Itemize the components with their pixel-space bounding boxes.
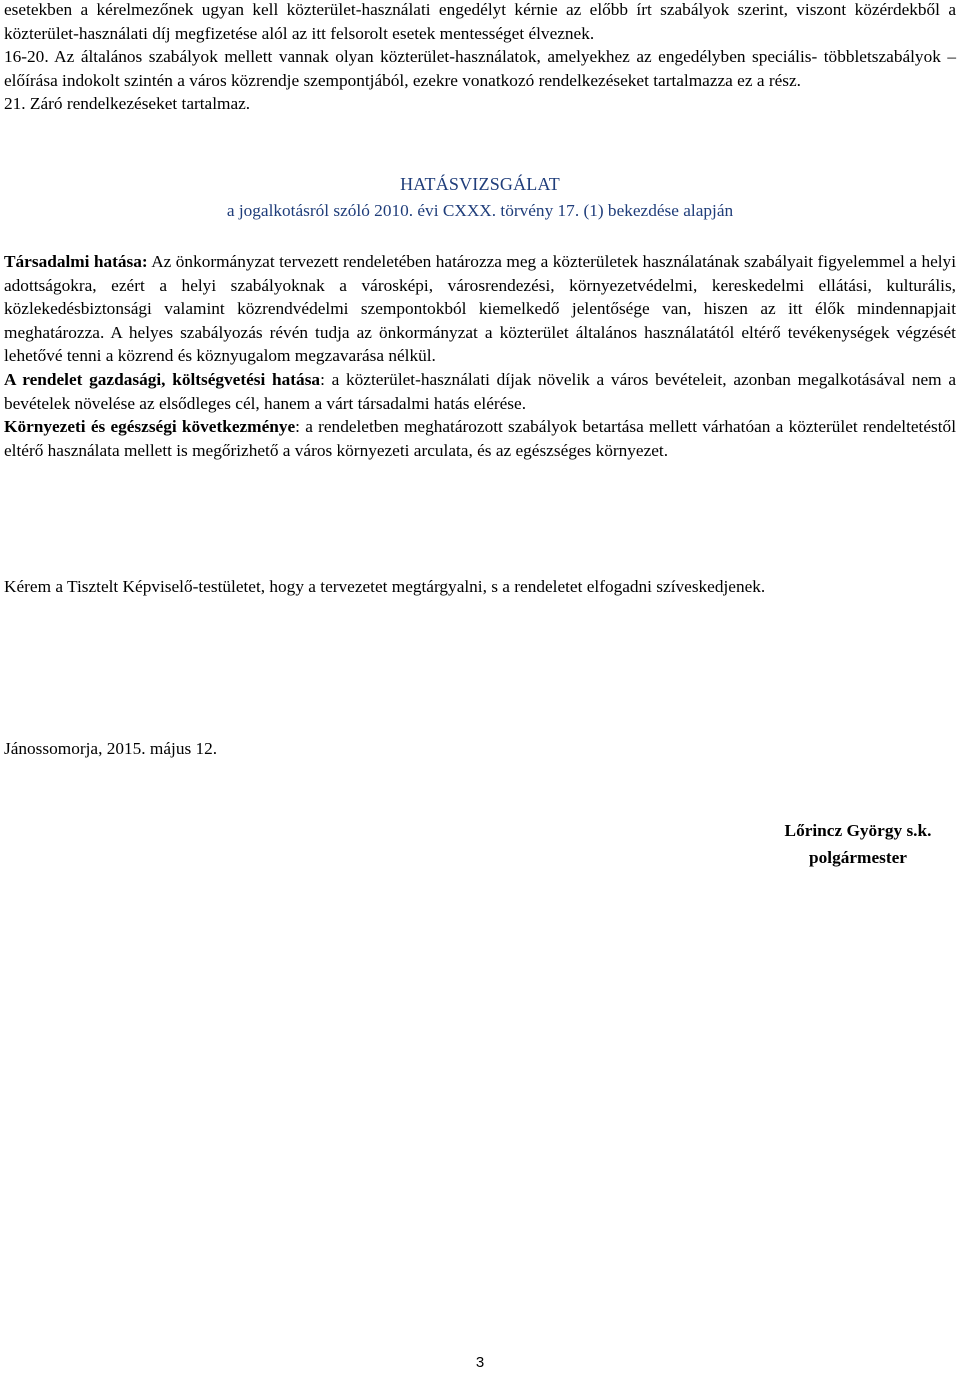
social-impact-paragraph xyxy=(4,250,956,368)
economic-impact-text: : a közterület-használati díjak növelik a város bevételeit, azonban megalkotásával nem a bevételek növelése az elsődleges cél, hanem a várt társadalmi hatás elérése. xyxy=(4,369,956,413)
page-number: 3 xyxy=(475,1354,485,1371)
paragraph-exemption-continuation: esetekben a kérelmezőnek ugyan kell közterület-használati engedélyt kérnie az előbb írt szabályok szerint, viszont közérdekből a közterület-használati díj megfizetése alól az itt felsorolt esetek mentességet élveznek. xyxy=(4,0,956,43)
paragraph-section-21: 21. Záró rendelkezéseket tartalmaz. xyxy=(4,94,251,114)
top-text-block xyxy=(4,0,956,116)
environmental-impact-paragraph xyxy=(4,415,956,462)
impact-assessment-body xyxy=(4,250,956,462)
environmental-impact-text: : a rendeletben meghatározott szabályok betartása mellett várhatóan a közterület rendeltetéstől eltérő használata mellett is megőrizhető a város környezeti arculata, és az egészséges környezet. xyxy=(4,417,956,460)
paragraph-sections-16-20: 16-20. Az általános szabályok mellett vannak olyan közterület-használatok, amelyekhez az engedélyben speciális- többletszabályok – előírása indokolt szintén a város közrendje szempontjából, ezekre vonatkozó rendelkezéseket tartalmazza ez a rész. xyxy=(4,47,956,90)
impact-assessment-title: HATÁSVIZSGÁLAT xyxy=(400,174,560,194)
signatory-title: polgármester xyxy=(809,848,907,867)
social-impact-text: Az önkormányzat tervezett rendeletében határozza meg a közterületek használatának szabályait figyelemmel a helyi adottságokra, ezért a helyi szabályoknak a városképi, városrendezési, környezetvédelmi, kereskedelmi ellátási, kulturális, közlekedésbiztonsági valamint közrendvédelmi szempontokból kiemelkedő jelentősége van, hiszen az itt élők mindennapjait meghatározza. A helyes szabályozás révén tudja az önkormányzat a közterület általános használatától eltérő tevékenységek végzését lehetővé tenni a közrend és köznyugalom megzavarása nélkül. xyxy=(4,252,956,366)
signature-block xyxy=(760,817,956,871)
economic-impact-label: A rendelet gazdasági, költségvetési hatása xyxy=(4,369,321,389)
environmental-impact-label: Környezeti és egészségi következménye xyxy=(4,417,296,437)
signatory-name: Lőrincz György s.k. xyxy=(784,821,932,840)
request-sentence: Kérem a Tisztelt Képviselő-testületet, hogy a tervezetet megtárgyalni, s a rendeletet elfogadni szíveskedjenek. xyxy=(4,577,766,596)
place-and-date: Jánossomorja, 2015. május 12. xyxy=(4,739,218,758)
impact-assessment-subtitle: a jogalkotásról szóló 2010. évi CXXX. törvény 17. (1) bekezdése alapján xyxy=(226,201,734,220)
economic-impact-paragraph xyxy=(4,368,956,415)
social-impact-label: Társadalmi hatása: xyxy=(4,252,148,271)
